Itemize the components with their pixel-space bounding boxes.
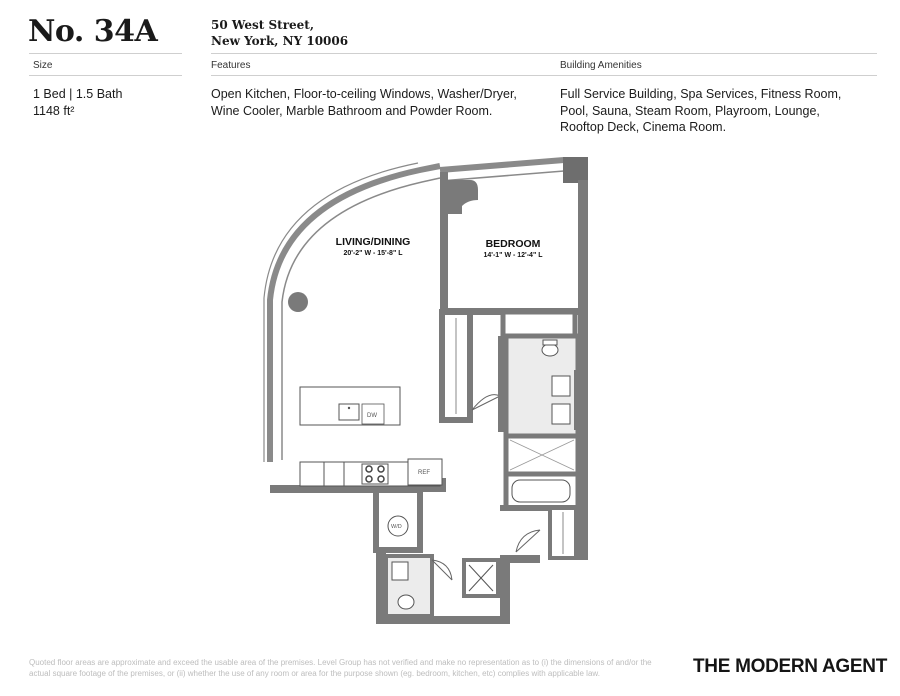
vanity-sink-1 bbox=[552, 376, 570, 396]
beds-baths: 1 Bed | 1.5 Bath bbox=[33, 87, 123, 101]
address-line-2: New York, NY 10006 bbox=[211, 34, 349, 48]
bedroom-label: BEDROOM bbox=[485, 238, 541, 250]
entry-door bbox=[516, 530, 540, 552]
bedroom-window-wall bbox=[440, 160, 564, 170]
features-heading: Features bbox=[211, 60, 251, 71]
brand-logo: THE MODERN AGENT bbox=[693, 656, 887, 677]
hall-closet bbox=[503, 312, 575, 336]
bedroom-niche bbox=[448, 180, 478, 214]
toilet bbox=[542, 344, 558, 356]
corner-column bbox=[563, 157, 588, 183]
amenities-text: Full Service Building, Spa Services, Fitness Room, Pool, Sauna, Steam Room, Playroom, Lounge, Rooftop Deck, Cinema Room. bbox=[560, 87, 842, 134]
features-text: Open Kitchen, Floor-to-ceiling Windows, Washer/Dryer, Wine Cooler, Marble Bathroom and Powder Room. bbox=[211, 87, 517, 118]
living-dining-label: LIVING/DINING bbox=[335, 236, 411, 248]
legal-disclaimer: Quoted floor areas are approximate and exceed the usable area of the premises. Level Group has not verified and make no representation as to (i) the dimensions of and/or the actual square footage of the premises, or (ii) whether the use of any room or area for the purpose shown (eg. bedroom, kitchen, etc) complies with applicable law. bbox=[29, 658, 652, 678]
powder-door bbox=[432, 560, 452, 580]
address-line-1: 50 West Street, bbox=[211, 18, 315, 32]
column bbox=[288, 292, 308, 312]
bedroom-dims: 14'-1" W - 12'-4" L bbox=[483, 252, 543, 259]
bedroom-door bbox=[472, 395, 500, 410]
amenities-heading: Building Amenities bbox=[560, 60, 642, 71]
unit-number: No. 34A bbox=[28, 14, 158, 49]
powder-toilet bbox=[398, 595, 414, 609]
ref-label: REF bbox=[418, 470, 430, 476]
powder-sink bbox=[392, 562, 408, 580]
bedroom-window-inner bbox=[440, 171, 564, 181]
living-dining-dims: 20'-2" W - 15'-8" L bbox=[343, 250, 403, 257]
size-heading: Size bbox=[33, 60, 53, 71]
dw-label: DW bbox=[367, 413, 377, 419]
vanity-sink-2 bbox=[552, 404, 570, 424]
square-footage: 1148 ft² bbox=[33, 103, 75, 118]
wd-label: W/D bbox=[391, 524, 402, 530]
island-sink bbox=[339, 404, 359, 420]
bedroom-left-wall bbox=[440, 172, 448, 312]
